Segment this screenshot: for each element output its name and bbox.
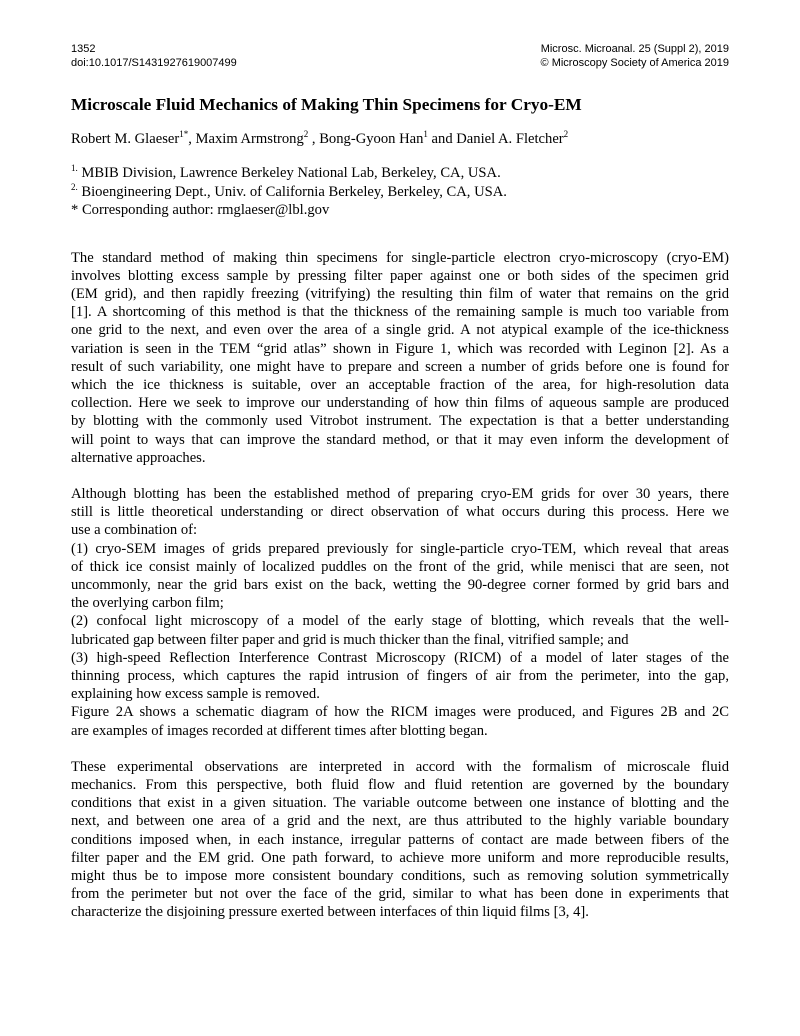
text-line: Figure 2A shows a schematic diagram of how the RICM images were produced, and Figures 2B and 2C (71, 704, 729, 721)
text-line: filter paper and the EM grid. One path forward, to achieve more uniform and more reproducible results, (71, 849, 729, 866)
text-line: These experimental observations are interpreted in accord with the formalism of microscale fluid (71, 758, 729, 775)
text-line: conditions that exist in a given situation. The variable outcome between one instance of blotting and the (71, 795, 729, 812)
text-line: result of such variability, one might have to prepare and screen a number of grids before one is found for (71, 358, 729, 375)
text-line: (3) high-speed Reflection Interference Contrast Microscopy (RICM) of a model of later stages of the (71, 649, 729, 666)
text-line: next, and between one area of a grid and the next, are thus attributed to the highly variable boundary (71, 813, 729, 830)
text-line: will point to ways that can improve the standard method, or that it may even inform the development of (71, 431, 729, 448)
text-line: one grid to the next, and even over the area of a single grid. A not atypical example of the ice-thickness (71, 322, 729, 339)
text-line: mechanics. From this perspective, both fluid flow and fluid retention are governed by the boundary (71, 776, 729, 793)
text-line: still is little theoretical understanding or direct observation of what occurs during this process. Here we (71, 504, 729, 521)
text-line: alternative approaches. (71, 449, 206, 466)
text-line: might thus be to impose more consistent boundary conditions, such as removing solution symmetrically (71, 868, 729, 884)
text-line: [1]. A shortcoming of this method is that the thickness of the remaining sample is much too variable from (71, 304, 729, 321)
text-line: characterize the disjoining pressure exerted between interfaces of thin liquid films [3, 4]. (71, 904, 589, 921)
text-line: collection. Here we seek to improve our understanding of how thin films of aqueous sample are produced (71, 395, 729, 412)
journal-citation: Microsc. Microanal. 25 (Suppl 2), 2019 (540, 43, 729, 55)
author-list (71, 130, 729, 148)
text-line: uncommonly, near the grid bars exist on the back, wetting the 90-degree corner formed by grid bars and (71, 576, 729, 593)
affiliations (71, 164, 729, 220)
body-paragraph (71, 249, 729, 467)
text-line: involves blotting excess sample by pressing filter paper against one or both sides of the specimen grid (71, 267, 729, 284)
body-text (71, 249, 729, 922)
text-line: by blotting with the commonly used Vitrobot instrument. The expectation is that a better understanding (71, 413, 729, 430)
author: Robert M. Glaeser$^{1*}$, (71, 129, 196, 147)
body-paragraph (71, 758, 729, 922)
text-line: explaining how excess sample is removed. (71, 686, 320, 703)
text-line: are examples of images recorded at different times after blotting began. (71, 722, 488, 739)
text-line: conditions imposed when, in each instance, irregular patterns of contact are made between fibers of the (71, 831, 729, 848)
text-line: The standard method of making thin specimens for single-particle electron cryo-microscopy (cryo-EM) (71, 249, 729, 266)
running-header (71, 42, 729, 70)
body-paragraph (71, 485, 729, 740)
author: Bong-Gyoon Han$^1$ and (319, 129, 457, 147)
text-line: the overlying carbon film; (71, 595, 224, 612)
corresponding-author: * Corresponding author: rmglaeser@lbl.gov (71, 202, 330, 218)
text-line: which the ice thickness is suitable, over an acceptable fraction of the area, for high-resolution data (71, 376, 729, 393)
paper-page (71, 42, 729, 922)
text-line: (2) confocal light microscopy of a model of the early stage of blotting, which reveals that the well- (71, 613, 729, 630)
text-line: lubricated gap between filter paper and grid is much thicker than the final, vitrified sample; and (71, 631, 629, 648)
text-line: from the perimeter but not over the face of the grid, similar to what has been done in experiments that (71, 886, 729, 903)
text-line: use a combination of: (71, 522, 198, 539)
text-line: Although blotting has been the established method of preparing cryo-EM grids for over 30 years, there (71, 485, 729, 502)
text-line: of thick ice consist mainly of localized puddles on the front of the grid, while menisci that are seen, not (71, 558, 729, 575)
author: Maxim Armstrong$^2$ , (195, 129, 320, 147)
text-line: variation is seen in the TEM “grid atlas” shown in Figure 1, which was recorded with Leginon [2]. As a (71, 340, 729, 357)
affiliation: $^{2.}$ Bioengineering Dept., Univ. of California Berkeley, Berkeley, CA, USA. (71, 181, 507, 200)
text-line: (EM grid), and then rapidly freezing (vitrifying) the resulting thin film of water that remains on the grid (71, 285, 729, 302)
text-line: thinning process, which captures the rapid intrusion of fingers of air from the perimeter, into the gap, (71, 667, 729, 684)
doi: doi:10.1017/S1431927619007499 (71, 57, 237, 69)
paper-title: Microscale Fluid Mechanics of Making Thin Specimens for Cryo-EM (71, 95, 582, 114)
author: Daniel A. Fletcher$^2$ (456, 129, 569, 147)
page-number: 1352 (71, 43, 96, 55)
affiliation: $^{1.}$ MBIB Division, Lawrence Berkeley National Lab, Berkeley, CA, USA. (71, 163, 501, 181)
text-line: (1) cryo-SEM images of grids prepared previously for single-particle cryo-TEM, which reveal that areas (71, 540, 729, 557)
copyright: © Microscopy Society of America 2019 (540, 57, 729, 69)
